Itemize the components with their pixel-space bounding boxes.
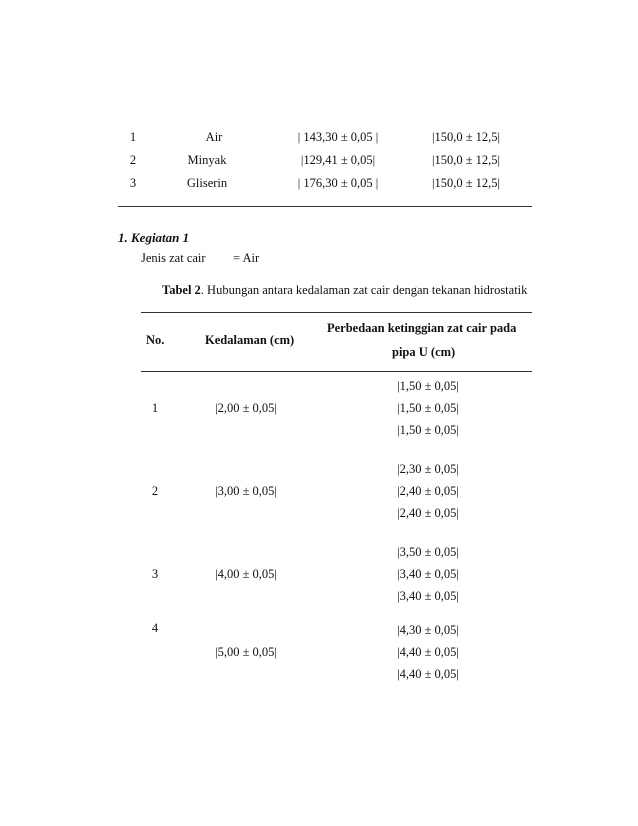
table2-row2-value3: |2,40 ± 0,05| bbox=[397, 506, 459, 520]
jenis-zat-cair-label: Jenis zat cair bbox=[141, 251, 206, 265]
table2-caption-label: Tabel 2 bbox=[162, 283, 201, 297]
table1-row2-name: Minyak bbox=[187, 153, 227, 167]
table2-header-no: No. bbox=[146, 333, 165, 347]
table2-row1-value1: |1,50 ± 0,05| bbox=[397, 379, 459, 393]
table2-row3-no: 3 bbox=[151, 567, 159, 581]
table2-row1-depth: |2,00 ± 0,05| bbox=[215, 401, 277, 415]
table2-row4-no: 4 bbox=[151, 621, 159, 635]
table1-bottom-rule bbox=[118, 206, 532, 207]
table1-row1-col3: | 143,30 ± 0,05 | bbox=[297, 130, 379, 144]
table2-row2-depth: |3,00 ± 0,05| bbox=[215, 484, 277, 498]
table2-row1-value3: |1,50 ± 0,05| bbox=[397, 423, 459, 437]
table2-caption bbox=[162, 283, 527, 298]
table2-row1-no: 1 bbox=[151, 401, 159, 415]
table2-row3-value2: |3,40 ± 0,05| bbox=[397, 567, 459, 581]
table2-row3-depth: |4,00 ± 0,05| bbox=[215, 567, 277, 581]
table1-row2-no: 2 bbox=[129, 153, 137, 167]
table2-row2-value1: |2,30 ± 0,05| bbox=[397, 462, 459, 476]
table1-row1-name: Air bbox=[205, 130, 223, 144]
table1-row3-col4: |150,0 ± 12,5| bbox=[431, 176, 501, 190]
table2-header-rule bbox=[141, 371, 532, 372]
table2-row2-no: 2 bbox=[151, 484, 159, 498]
table2-caption-text: . Hubungan antara kedalaman zat cair dengan tekanan hidrostatik bbox=[200, 283, 528, 297]
table2-header-depth: Kedalaman (cm) bbox=[205, 333, 295, 347]
table2-header-diff-line1: Perbedaan ketinggian zat cair pada bbox=[327, 321, 517, 335]
jenis-zat-cair-value: = Air bbox=[233, 251, 260, 265]
table2-row2-value2: |2,40 ± 0,05| bbox=[397, 484, 459, 498]
table1-row3-name: Gliserin bbox=[186, 176, 228, 190]
table2-row3-value3: |3,40 ± 0,05| bbox=[397, 589, 459, 603]
table1-row1-no: 1 bbox=[129, 130, 137, 144]
table1-row3-col3: | 176,30 ± 0,05 | bbox=[297, 176, 379, 190]
table2-row4-value2: |4,40 ± 0,05| bbox=[397, 645, 459, 659]
table2-row4-depth: |5,00 ± 0,05| bbox=[215, 645, 277, 659]
table2-row3-value1: |3,50 ± 0,05| bbox=[397, 545, 459, 559]
table2-row4-value1: |4,30 ± 0,05| bbox=[397, 623, 459, 637]
section-heading: 1. Kegiatan 1 bbox=[118, 230, 190, 245]
table2-row4-value3: |4,40 ± 0,05| bbox=[397, 667, 459, 681]
table2-row1-value2: |1,50 ± 0,05| bbox=[397, 401, 459, 415]
table1-row2-col4: |150,0 ± 12,5| bbox=[431, 153, 501, 167]
table1-row3-no: 3 bbox=[129, 176, 137, 190]
table1-row1-col4: |150,0 ± 12,5| bbox=[431, 130, 501, 144]
table2-header-diff-line2: pipa U (cm) bbox=[392, 345, 456, 359]
table2-top-rule bbox=[141, 312, 532, 313]
table1-row2-col3: |129,41 ± 0,05| bbox=[300, 153, 376, 167]
